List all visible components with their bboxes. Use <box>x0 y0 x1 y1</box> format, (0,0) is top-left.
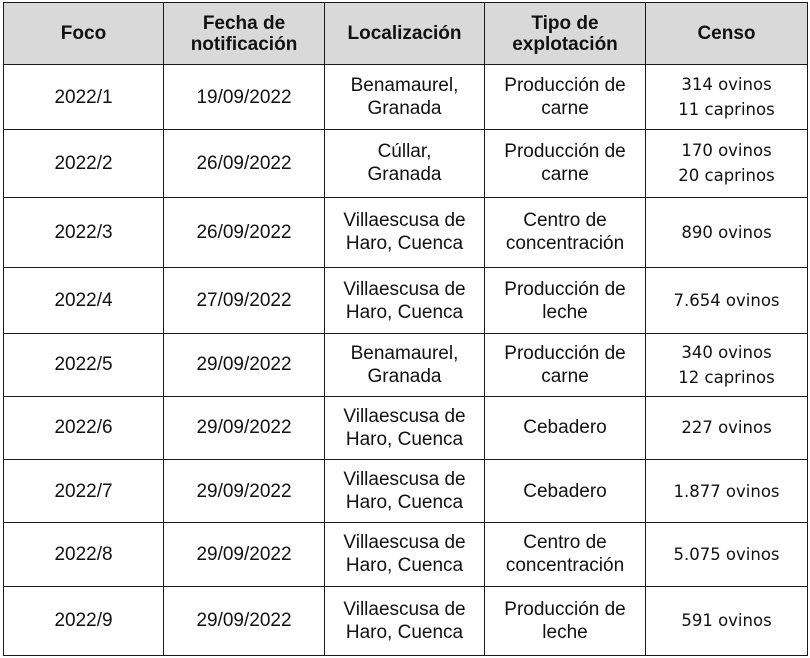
cell-tipo: Cebadero <box>485 459 646 522</box>
cell-tipo: Producción de leche <box>485 268 646 334</box>
cell-foco: 2022/2 <box>4 130 164 197</box>
cell-tipo: Producción de carne <box>485 65 646 130</box>
cell-foco: 2022/3 <box>4 197 164 267</box>
cell-fecha: 29/09/2022 <box>164 459 325 522</box>
cell-fecha: 29/09/2022 <box>164 586 325 655</box>
cell-foco: 2022/4 <box>4 268 164 334</box>
cell-fecha: 26/09/2022 <box>164 130 325 197</box>
header-censo: Censo <box>646 3 808 65</box>
cell-foco: 2022/9 <box>4 586 164 655</box>
cell-tipo: Centro de concentración <box>485 523 646 586</box>
cell-tipo: Producción de carne <box>485 334 646 396</box>
cell-foco: 2022/5 <box>4 334 164 396</box>
cell-fecha: 29/09/2022 <box>164 396 325 459</box>
cell-fecha: 29/09/2022 <box>164 334 325 396</box>
cell-tipo: Centro de concentración <box>485 197 646 267</box>
header-fecha: Fecha de notificación <box>164 3 325 65</box>
header-localizacion: Localización <box>325 3 485 65</box>
cell-censo: 314 ovinos 11 caprinos <box>646 65 808 130</box>
table-row <box>4 334 808 396</box>
cell-fecha: 19/09/2022 <box>164 65 325 130</box>
cell-localizacion: Villaescusa de Haro, Cuenca <box>325 586 485 655</box>
cell-foco: 2022/6 <box>4 396 164 459</box>
cell-censo: 1.877 ovinos <box>646 459 808 522</box>
cell-foco: 2022/1 <box>4 65 164 130</box>
cell-censo: 5.075 ovinos <box>646 523 808 586</box>
cell-censo: 7.654 ovinos <box>646 268 808 334</box>
cell-fecha: 29/09/2022 <box>164 523 325 586</box>
cell-fecha: 27/09/2022 <box>164 268 325 334</box>
header-foco: Foco <box>4 3 164 65</box>
table-row <box>4 197 808 267</box>
cell-foco: 2022/7 <box>4 459 164 522</box>
table-row <box>4 523 808 586</box>
cell-tipo: Cebadero <box>485 396 646 459</box>
cell-localizacion: Benamaurel, Granada <box>325 334 485 396</box>
table-row <box>4 130 808 197</box>
cell-localizacion: Villaescusa de Haro, Cuenca <box>325 523 485 586</box>
cell-censo: 170 ovinos 20 caprinos <box>646 130 808 197</box>
table-row <box>4 65 808 130</box>
cell-foco: 2022/8 <box>4 523 164 586</box>
cell-localizacion: Cúllar, Granada <box>325 130 485 197</box>
outbreak-table <box>3 2 808 656</box>
cell-localizacion: Villaescusa de Haro, Cuenca <box>325 197 485 267</box>
table-row <box>4 268 808 334</box>
cell-localizacion: Villaescusa de Haro, Cuenca <box>325 459 485 522</box>
table-row <box>4 586 808 655</box>
cell-tipo: Producción de leche <box>485 586 646 655</box>
cell-tipo: Producción de carne <box>485 130 646 197</box>
table-row <box>4 459 808 522</box>
cell-censo: 227 ovinos <box>646 396 808 459</box>
cell-censo: 591 ovinos <box>646 586 808 655</box>
header-row <box>4 3 808 65</box>
cell-fecha: 26/09/2022 <box>164 197 325 267</box>
cell-censo: 890 ovinos <box>646 197 808 267</box>
cell-localizacion: Benamaurel, Granada <box>325 65 485 130</box>
cell-localizacion: Villaescusa de Haro, Cuenca <box>325 268 485 334</box>
cell-censo: 340 ovinos 12 caprinos <box>646 334 808 396</box>
table-row <box>4 396 808 459</box>
cell-localizacion: Villaescusa de Haro, Cuenca <box>325 396 485 459</box>
header-tipo: Tipo de explotación <box>485 3 646 65</box>
